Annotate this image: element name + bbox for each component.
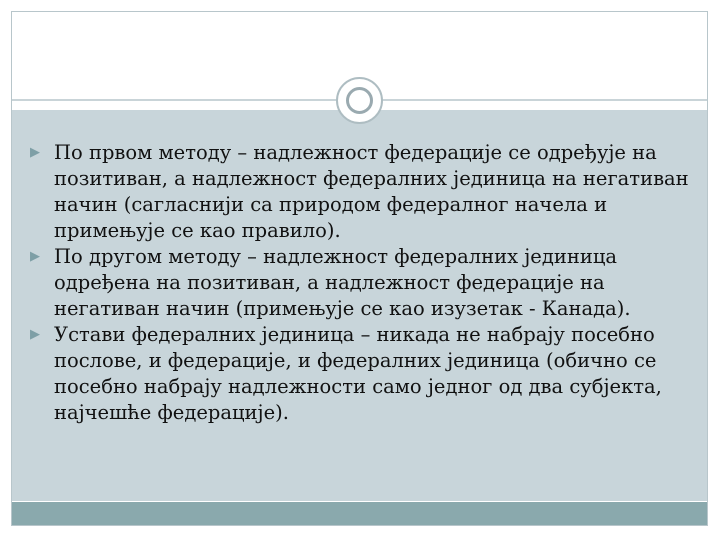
footer-band — [12, 502, 707, 525]
bullet-text: По другом методу – надлежност федералних јединица одређена на позитиван, а надлежност федерације на негативан начин (примењује се као изузетак - Канада). — [54, 245, 631, 320]
bullet-item — [30, 140, 690, 244]
ornament-ring — [346, 87, 373, 114]
triangle-right-icon: ▶ — [30, 145, 40, 160]
bullet-item — [30, 322, 690, 426]
ornament-circle-icon — [336, 77, 383, 124]
bullet-text: По првом методу – надлежност федерације се одређује на позитиван, а надлежност федералних јединица на негативан начин (сагласнији са природом федералног начела и примењује се као правило). — [54, 141, 689, 242]
triangle-right-icon: ▶ — [30, 327, 40, 342]
bullet-item — [30, 244, 690, 322]
bullet-list — [30, 140, 690, 426]
triangle-right-icon: ▶ — [30, 249, 40, 264]
bullet-text: Устави федералних јединица – никада не набрају посебно послове, и федерације, и федералних јединица (обично се посебно набрају надлежности само једног од два субјекта, најчешће федерације). — [54, 323, 662, 424]
